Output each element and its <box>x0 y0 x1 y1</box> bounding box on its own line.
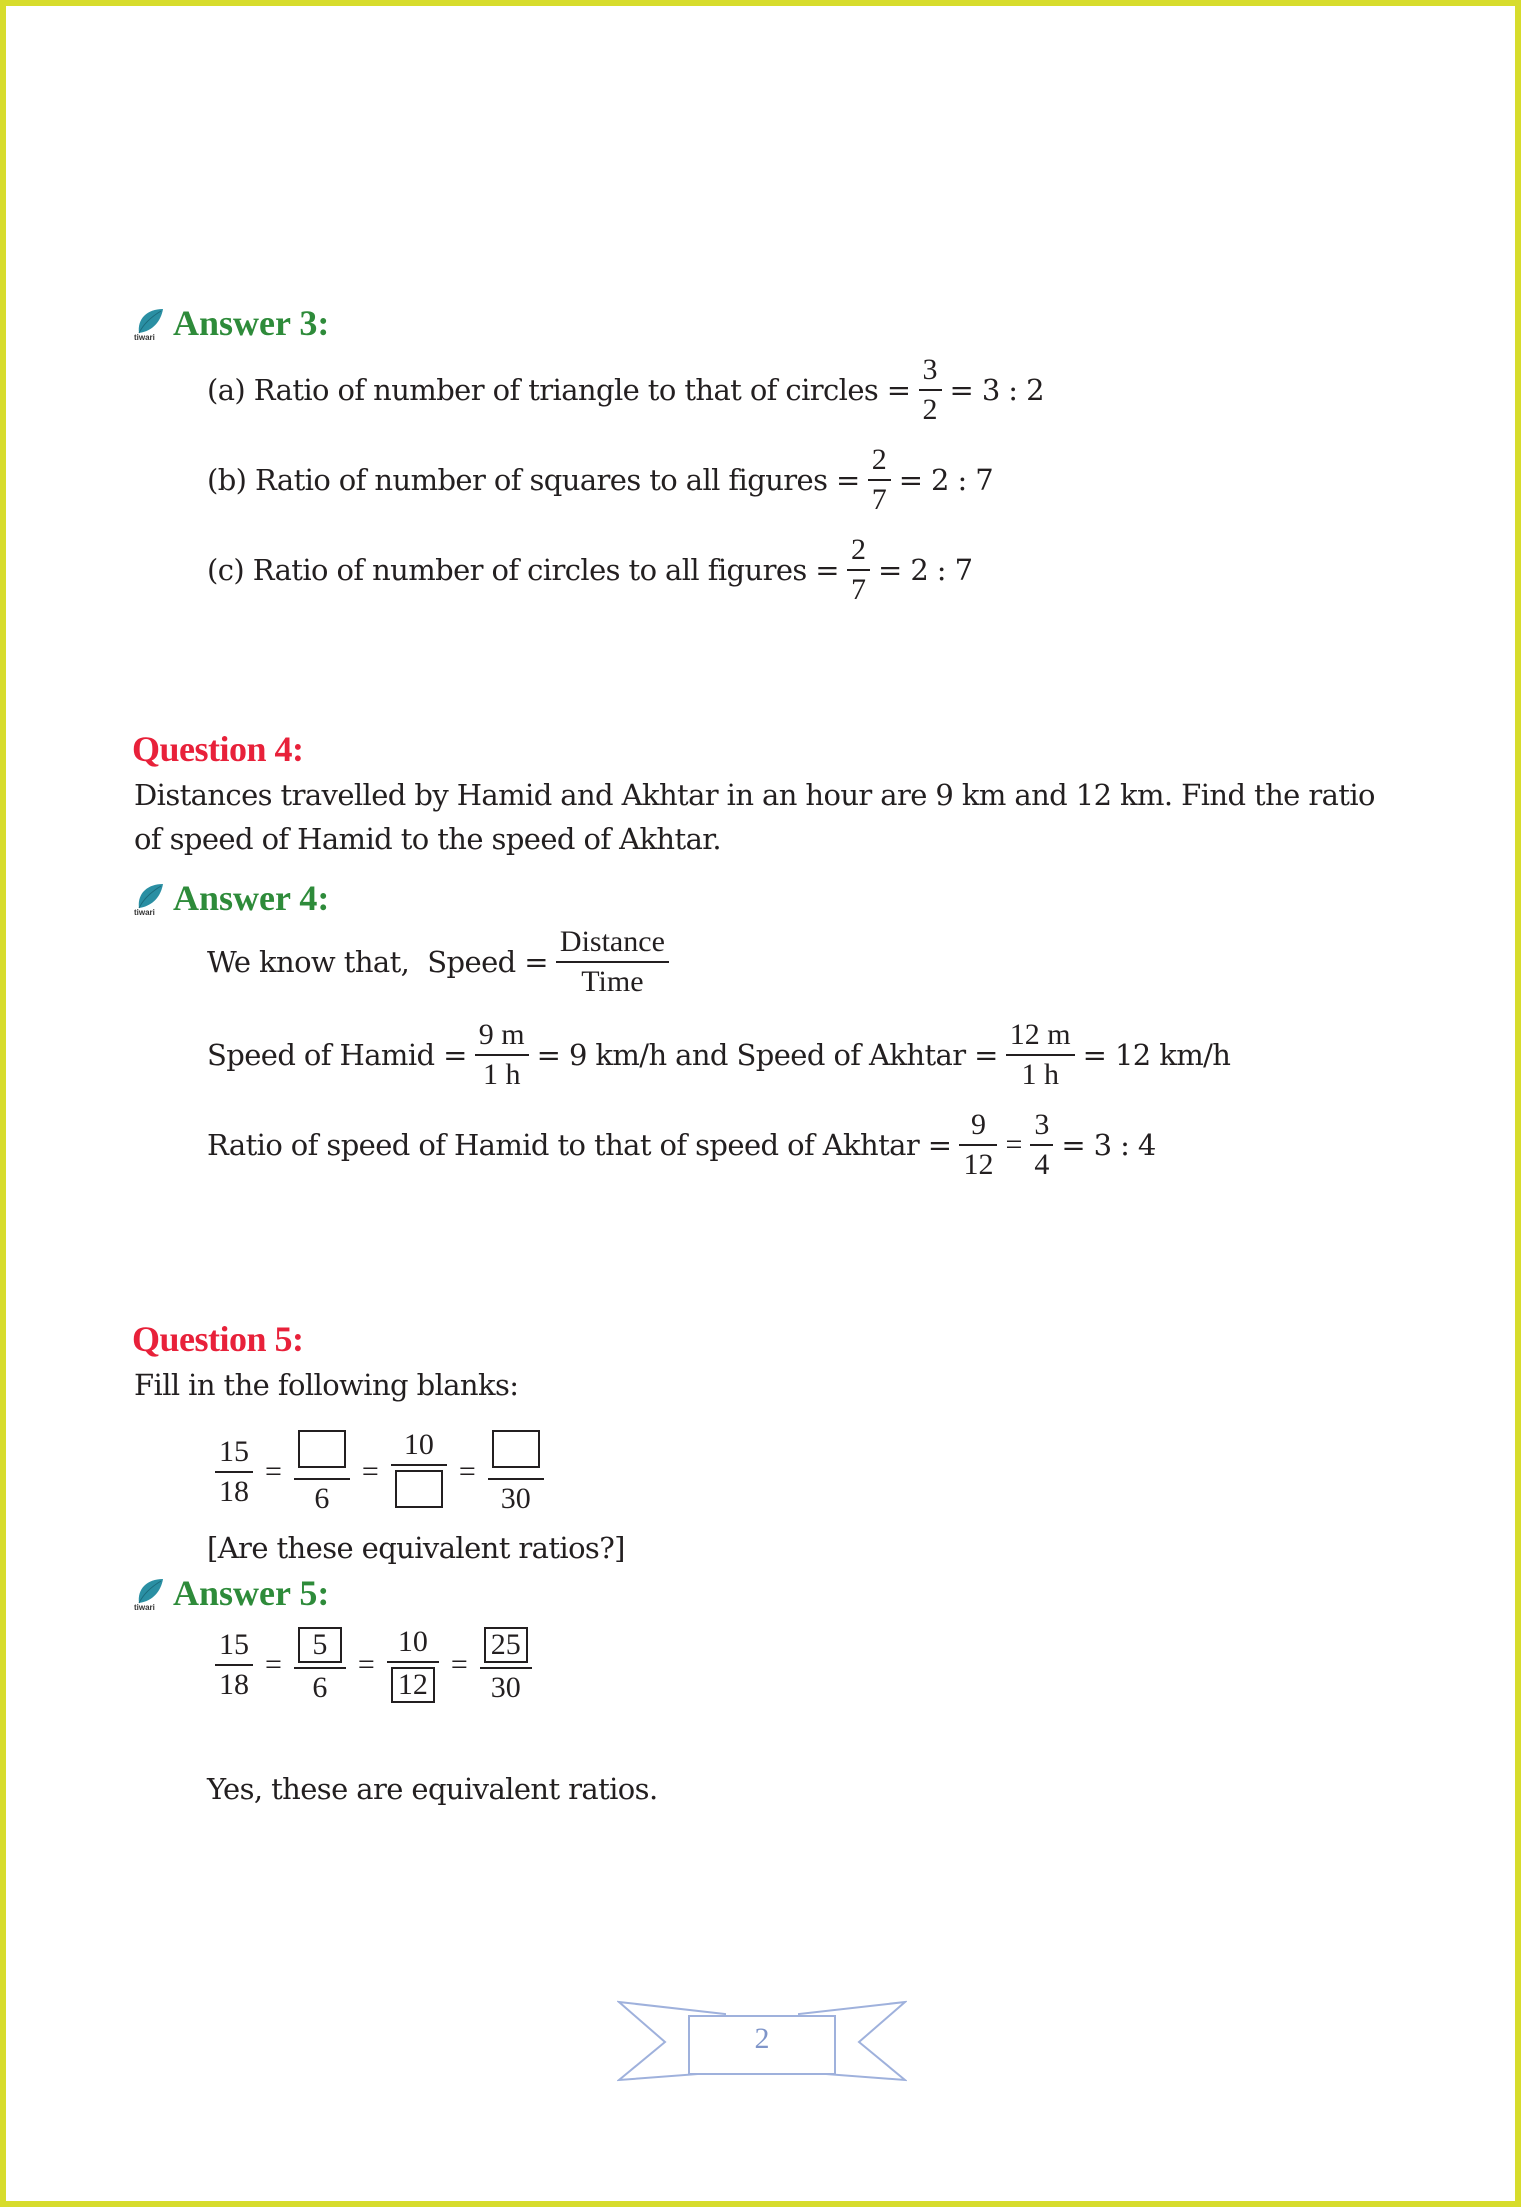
filled-answer-box: 5 <box>298 1627 342 1663</box>
answer-4-title: Answer 4: <box>173 878 330 918</box>
answer-5-title: Answer 5: <box>173 1573 330 1613</box>
fraction: $\frac{3}{4}$ <box>1030 1110 1053 1180</box>
answer-3-line-c: (c) Ratio of number of circles to all figures = $\frac{2}{7}$ = 2 : 7 <box>207 533 973 606</box>
fraction: $\frac{10}{12}$ <box>387 1627 439 1703</box>
page-number: 2 <box>754 2022 770 2055</box>
answer-4-heading <box>133 877 329 919</box>
tiwari-leaf-logo-icon <box>133 305 167 341</box>
filled-answer-box: 12 <box>391 1667 435 1703</box>
question-5-note: [Are these equivalent ratios?] <box>207 1531 625 1565</box>
fraction: $\frac{3}{2}$ <box>919 355 942 425</box>
question-4-heading: Question 4: <box>132 729 304 769</box>
fraction: $\frac{2}{7}$ <box>847 535 870 605</box>
fraction: $\frac{9}{12}$ <box>959 1110 997 1180</box>
blank-box <box>298 1430 346 1468</box>
svg-text:tiwari: tiwari <box>134 333 155 341</box>
svg-text:tiwari: tiwari <box>134 908 155 916</box>
tiwari-leaf-logo-icon <box>133 1575 167 1611</box>
answer-5-conclusion: Yes, these are equivalent ratios. <box>207 1772 658 1806</box>
answer-5-heading <box>133 1572 329 1614</box>
answer-5-fraction-chain: $\frac{15}{18}$ = $\frac{5}{6}$ = $\frac{10}{12}$ = $\frac{25}{30}$ <box>207 1627 540 1703</box>
fraction: $\frac{9 m}{1 h}$ <box>475 1020 529 1090</box>
answer-3-line-a: (a) Ratio of number of triangle to that of circles = $\frac{3}{2}$ = 3 : 2 <box>207 353 1044 426</box>
fraction: 6 <box>294 1430 350 1514</box>
fraction: $\frac{25}{30}$ <box>480 1627 532 1703</box>
tiwari-leaf-logo-icon <box>133 880 167 916</box>
answer-3-title: Answer 3: <box>173 303 330 343</box>
fraction: $\frac{12 m}{1 h}$ <box>1006 1020 1075 1090</box>
fraction: $\frac{\text{Distance}}{\text{Time}}$ <box>556 927 669 997</box>
answer-3-heading <box>133 302 329 344</box>
fraction: $\frac{5}{6}$ <box>294 1627 346 1703</box>
svg-text:tiwari: tiwari <box>134 1603 155 1611</box>
fraction: $\frac{15}{18}$ <box>215 1630 253 1700</box>
fraction: $\frac{2}{7}$ <box>868 445 891 515</box>
answer-3-line-b: (b) Ratio of number of squares to all figures = $\frac{2}{7}$ = 2 : 7 <box>207 443 994 516</box>
fraction: 10 <box>391 1430 447 1514</box>
filled-answer-box: 25 <box>484 1627 528 1663</box>
answer-4-line-speed-formula: We know that, Speed = $\frac{\text{Distance}}{\text{Time}}$ <box>207 927 677 997</box>
fraction: 30 <box>488 1430 544 1514</box>
page-number-ribbon <box>617 1992 907 2087</box>
blank-box <box>492 1430 540 1468</box>
answer-4-line-ratio: Ratio of speed of Hamid to that of speed of Akhtar = $\frac{9}{12}$ = $\frac{3}{4}$ = 3 : 4 <box>207 1108 1156 1181</box>
question-4-text-line-2: of speed of Hamid to the speed of Akhtar. <box>134 822 721 856</box>
blank-box <box>395 1470 443 1508</box>
fraction: $\frac{15}{18}$ <box>215 1437 253 1507</box>
question-5-heading: Question 5: <box>132 1319 304 1359</box>
question-5-text: Fill in the following blanks: <box>134 1368 519 1402</box>
question-5-fraction-chain: $\frac{15}{18}$ = 6 = 10 = 30 <box>207 1430 552 1514</box>
answer-4-line-speeds: Speed of Hamid = $\frac{9 m}{1 h}$ = 9 km/h and Speed of Akhtar = $\frac{12 m}{1 h}$ = 12 km/h <box>207 1018 1231 1091</box>
question-4-text-line-1: Distances travelled by Hamid and Akhtar in an hour are 9 km and 12 km. Find the ratio <box>134 778 1375 812</box>
